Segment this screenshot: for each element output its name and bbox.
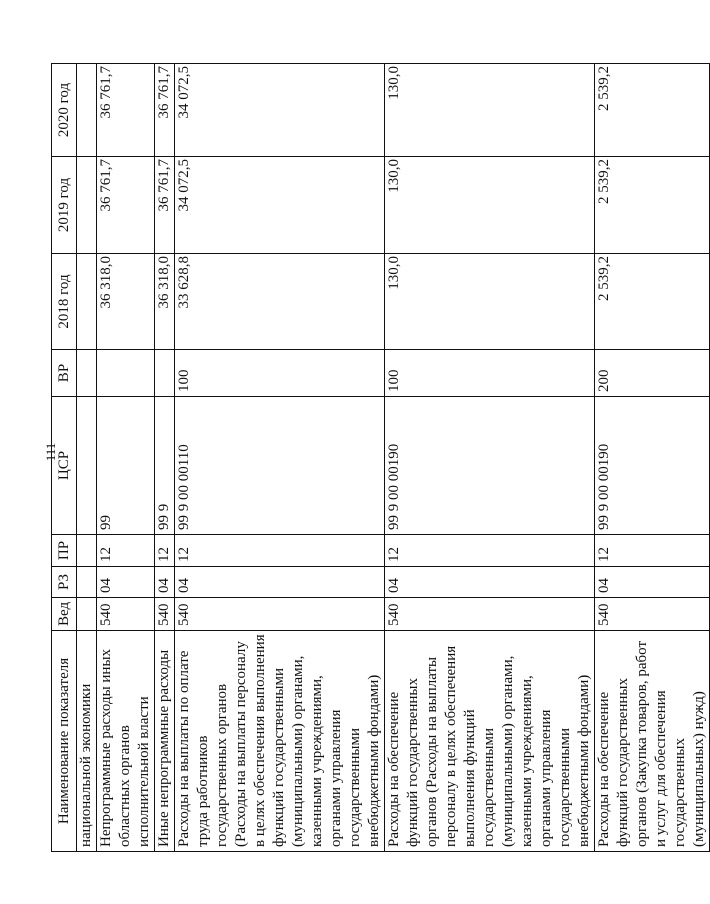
budget-table-rotated [51, 64, 707, 852]
row-ved: 540 [97, 598, 155, 631]
row-pr [77, 535, 97, 567]
row-csr: 99 9 00 00190 [595, 397, 710, 535]
header-name: Наименование показателя [52, 631, 77, 852]
row-vr: 100 [385, 350, 595, 397]
header-rz: РЗ [52, 567, 77, 598]
row-2019: 36 761,7 [97, 157, 155, 254]
row-name: Иные непрограммные расходы [155, 631, 175, 852]
row-vr: 200 [595, 350, 710, 397]
header-2020: 2020 год [52, 64, 77, 157]
header-2019: 2019 год [52, 157, 77, 254]
row-pr: 12 [595, 535, 710, 567]
row-2018: 36 318,0 [155, 254, 175, 350]
row-name: национальной экономики [77, 631, 97, 852]
row-2019: 34 072,5 [175, 157, 385, 254]
row-2020: 36 761,7 [97, 64, 155, 157]
row-vr [77, 350, 97, 397]
row-rz: 04 [97, 567, 155, 598]
row-rz: 04 [175, 567, 385, 598]
row-2020: 130,0 [385, 64, 595, 157]
row-2018: 130,0 [385, 254, 595, 350]
row-2020 [77, 64, 97, 157]
table-row [155, 64, 175, 852]
row-pr: 12 [385, 535, 595, 567]
row-rz: 04 [155, 567, 175, 598]
row-2020: 2 539,2 [595, 64, 710, 157]
row-2018 [77, 254, 97, 350]
row-vr [155, 350, 175, 397]
row-ved: 540 [155, 598, 175, 631]
row-2018: 33 628,8 [175, 254, 385, 350]
header-pr: ПР [52, 535, 77, 567]
header-vr: ВР [52, 350, 77, 397]
header-2018: 2018 год [52, 254, 77, 350]
row-2020: 36 761,7 [155, 64, 175, 157]
header-csr: ЦСР [52, 397, 77, 535]
row-csr: 99 9 [155, 397, 175, 535]
row-2018: 36 318,0 [97, 254, 155, 350]
row-pr: 12 [175, 535, 385, 567]
row-rz: 04 [385, 567, 595, 598]
row-name: Расходы на выплаты по оплате труда работников государственных органов (Расходы на выплаты персоналу в целях обеспечения выполнения функций государственными (муниципальными) органами, казенными учреждениями, органами управления государственными внебюджетными фондами) [175, 631, 385, 852]
row-ved: 540 [175, 598, 385, 631]
header-row [52, 64, 77, 852]
row-2020: 34 072,5 [175, 64, 385, 157]
row-ved [77, 598, 97, 631]
header-ved: Вед [52, 598, 77, 631]
row-pr: 12 [97, 535, 155, 567]
row-csr [77, 397, 97, 535]
table-row [77, 64, 97, 852]
row-vr: 100 [175, 350, 385, 397]
row-pr: 12 [155, 535, 175, 567]
row-vr [97, 350, 155, 397]
table-row [595, 64, 710, 852]
row-name: Непрограммные расходы иных областных органов исполнительной власти [97, 631, 155, 852]
row-name: Расходы на обеспечение функций государственных органов (Закупка товаров, работ и услуг для обеспечения государственных (муниципальных) нужд) [595, 631, 710, 852]
table-row [175, 64, 385, 852]
row-csr: 99 9 00 00110 [175, 397, 385, 535]
row-name: Расходы на обеспечение функций государственных органов (Расходы на выплаты персоналу в целях обеспечения выполнения функций государственными (муниципальными) органами, казенными учреждениями, органами управления государственными внебюджетными фондами) [385, 631, 595, 852]
budget-table [51, 63, 710, 852]
table-row [385, 64, 595, 852]
table-row [97, 64, 155, 852]
row-2019: 36 761,7 [155, 157, 175, 254]
row-ved: 540 [385, 598, 595, 631]
row-ved: 540 [595, 598, 710, 631]
row-2019: 130,0 [385, 157, 595, 254]
row-csr: 99 9 00 00190 [385, 397, 595, 535]
row-rz: 04 [595, 567, 710, 598]
row-2019: 2 539,2 [595, 157, 710, 254]
row-2018: 2 539,2 [595, 254, 710, 350]
row-csr: 99 [97, 397, 155, 535]
row-rz [77, 567, 97, 598]
page-number: 111 [43, 442, 58, 462]
row-2019 [77, 157, 97, 254]
